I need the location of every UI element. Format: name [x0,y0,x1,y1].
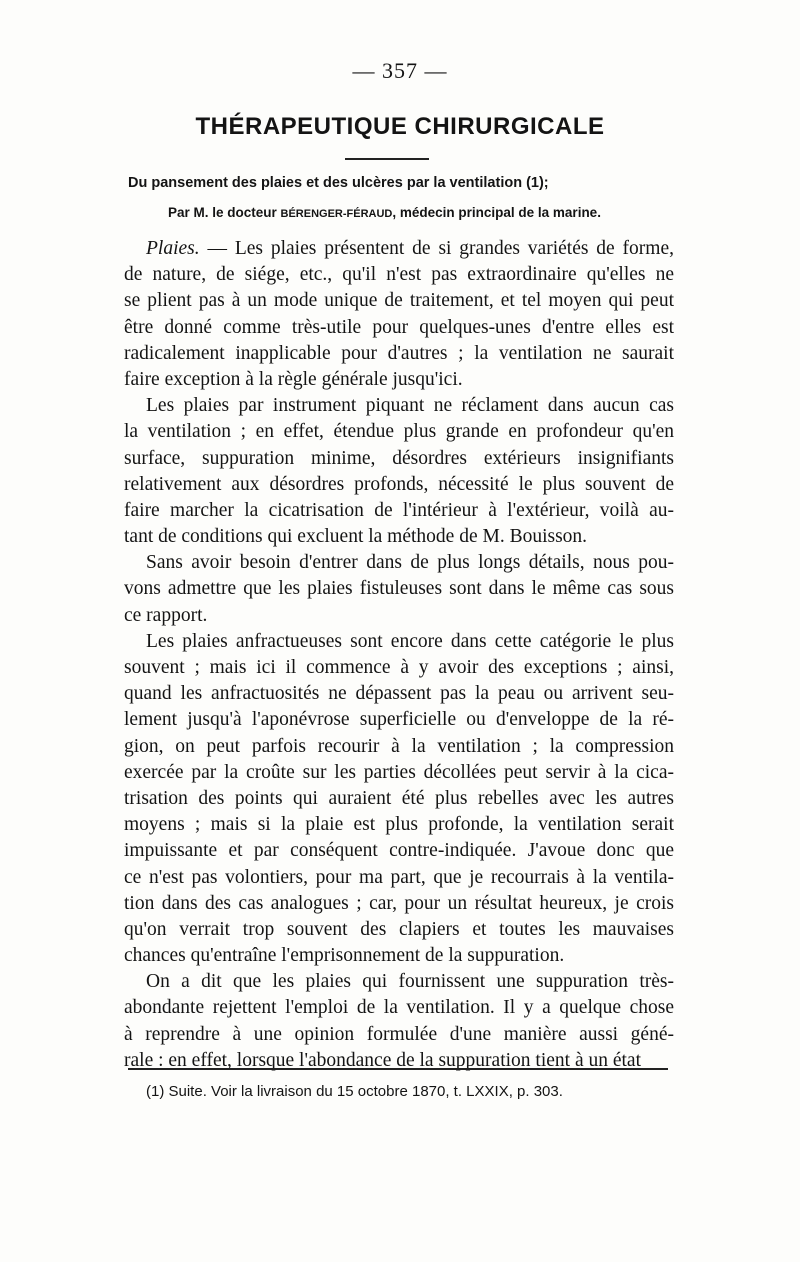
line-text: souvent ; mais ici il commence à y avoir des exceptions ; ainsi, [124,657,674,678]
line-text: ce n'est pas volontiers, pour ma part, que je recourrais à la ventila- [124,866,674,888]
text-line [124,812,674,838]
line-text: radicalement inapplicable pour d'autres ; la ventilation ne saurait [124,342,674,364]
text-line [124,865,674,891]
text-line [124,917,674,943]
line-text: à reprendre à une opinion formulée d'une manière aussi géné- [124,1023,674,1045]
footnote: (1) Suite. Voir la livraison du 15 octobre 1870, t. LXXIX, p. 303. [146,1083,563,1100]
text-line [124,262,674,288]
text-line [124,629,674,655]
text-line [124,393,674,419]
byline-suffix: , médecin principal de la marine. [392,205,601,220]
paragraph [124,629,674,969]
line-text: la ventilation ; en effet, étendue plus grande en profondeur qu'en [124,421,674,443]
paragraph [124,969,674,1074]
text-line [124,603,674,629]
text-line [124,707,674,733]
line-text: se plient pas à un mode unique de traitement, et tel moyen qui peut [124,290,674,312]
line-text: Les plaies anfractueuses sont encore dans cette catégorie le plus [146,630,674,652]
line-text: relativement aux désordres profonds, nécessité le plus souvent de [124,473,674,495]
line-text: tant de conditions qui excluent la méthode de M. Bouisson. [124,526,588,548]
text-line [124,995,674,1021]
line-text: qu'on verrait trop souvent des clapiers et toutes les mauvaises [124,918,674,940]
line-text: être donné comme très-utile pour quelques-unes d'entre elles est [124,316,674,338]
text-line [124,498,674,524]
line-text: gion, on peut parfois recourir à la ventilation ; la compression [124,735,674,757]
footnote-rule [128,1068,668,1070]
text-line [124,734,674,760]
line-text: ce rapport. [124,604,208,626]
line-text: exercée par la croûte sur les parties décollées peut servir à la cica- [124,761,674,783]
line-text: Sans avoir besoin d'entrer dans de plus longs détails, nous pou- [146,552,674,574]
paragraph-lead: Plaies. [146,238,200,259]
line-text: trisation des points qui auraient été plus rebelles avec les autres [124,787,674,809]
page-number: — 357 — [352,58,448,83]
text-line [124,341,674,367]
line-text: rale : en effet, lorsque l'abondance de la suppuration tient à un état [124,1049,641,1071]
body-text [124,236,674,1074]
byline [168,205,728,220]
section-title: THÉRAPEUTIQUE CHIRURGICALE [195,113,605,140]
line-text: chances qu'entraîne l'emprisonnement de la suppuration. [124,945,565,967]
line-text: surface, suppuration minime, désordres extérieurs insignifiants [124,447,674,469]
line-text: lement jusqu'à l'aponévrose superficielle ou d'enveloppe de la ré- [124,709,674,731]
line-text: moyens ; mais si la plaie est plus profonde, la ventilation serait [124,814,674,836]
line-text: faire exception à la règle générale jusqu'ici. [124,368,463,390]
author-name: BÉRENGER-FÉRAUD [280,208,393,220]
paragraph [124,550,674,629]
text-line [124,576,674,602]
text-line [124,367,674,393]
text-line [124,786,674,812]
text-line [124,315,674,341]
text-line [124,446,674,472]
text-line [124,943,674,969]
line-text: de nature, de siége, etc., qu'il n'est pas extraordinaire qu'elles ne [124,264,674,286]
text-line [124,288,674,314]
line-text: On a dit que les plaies qui fournissent une suppuration très- [146,971,674,993]
text-line [124,760,674,786]
text-line [124,1022,674,1048]
text-line [124,236,674,262]
paragraph [124,236,674,393]
text-line [124,838,674,864]
line-text: vons admettre que les plaies fistuleuses sont dans le même cas sous [124,578,674,600]
text-line [124,550,674,576]
line-text: — Les plaies présentent de si grandes variétés de forme, [199,238,674,259]
text-line [124,472,674,498]
line-text: impuissante et par conséquent contre-indiquée. J'avoue donc que [124,840,674,862]
title-rule [345,158,429,160]
line-text: faire marcher la cicatrisation de l'intérieur à l'extérieur, voilà au- [124,499,674,521]
line-text: tion dans des cas analogues ; car, pour un résultat heureux, je crois [124,892,674,914]
text-line [124,681,674,707]
text-line [124,655,674,681]
line-text: quand les anfractuosités ne dépassent pas la peau ou arrivent seu- [124,683,674,705]
text-line [124,969,674,995]
text-line [124,1048,674,1074]
byline-prefix: Par M. le docteur [168,205,281,220]
text-line [124,891,674,917]
line-text: Les plaies par instrument piquant ne réclament dans aucun cas [146,395,674,417]
paragraph [124,393,674,550]
text-line [124,524,674,550]
text-line [124,419,674,445]
article-title: Du pansement des plaies et des ulcères par la ventilation (1); [128,175,549,191]
line-text: abondante rejettent l'emploi de la ventilation. Il y a quelque chose [124,997,674,1019]
